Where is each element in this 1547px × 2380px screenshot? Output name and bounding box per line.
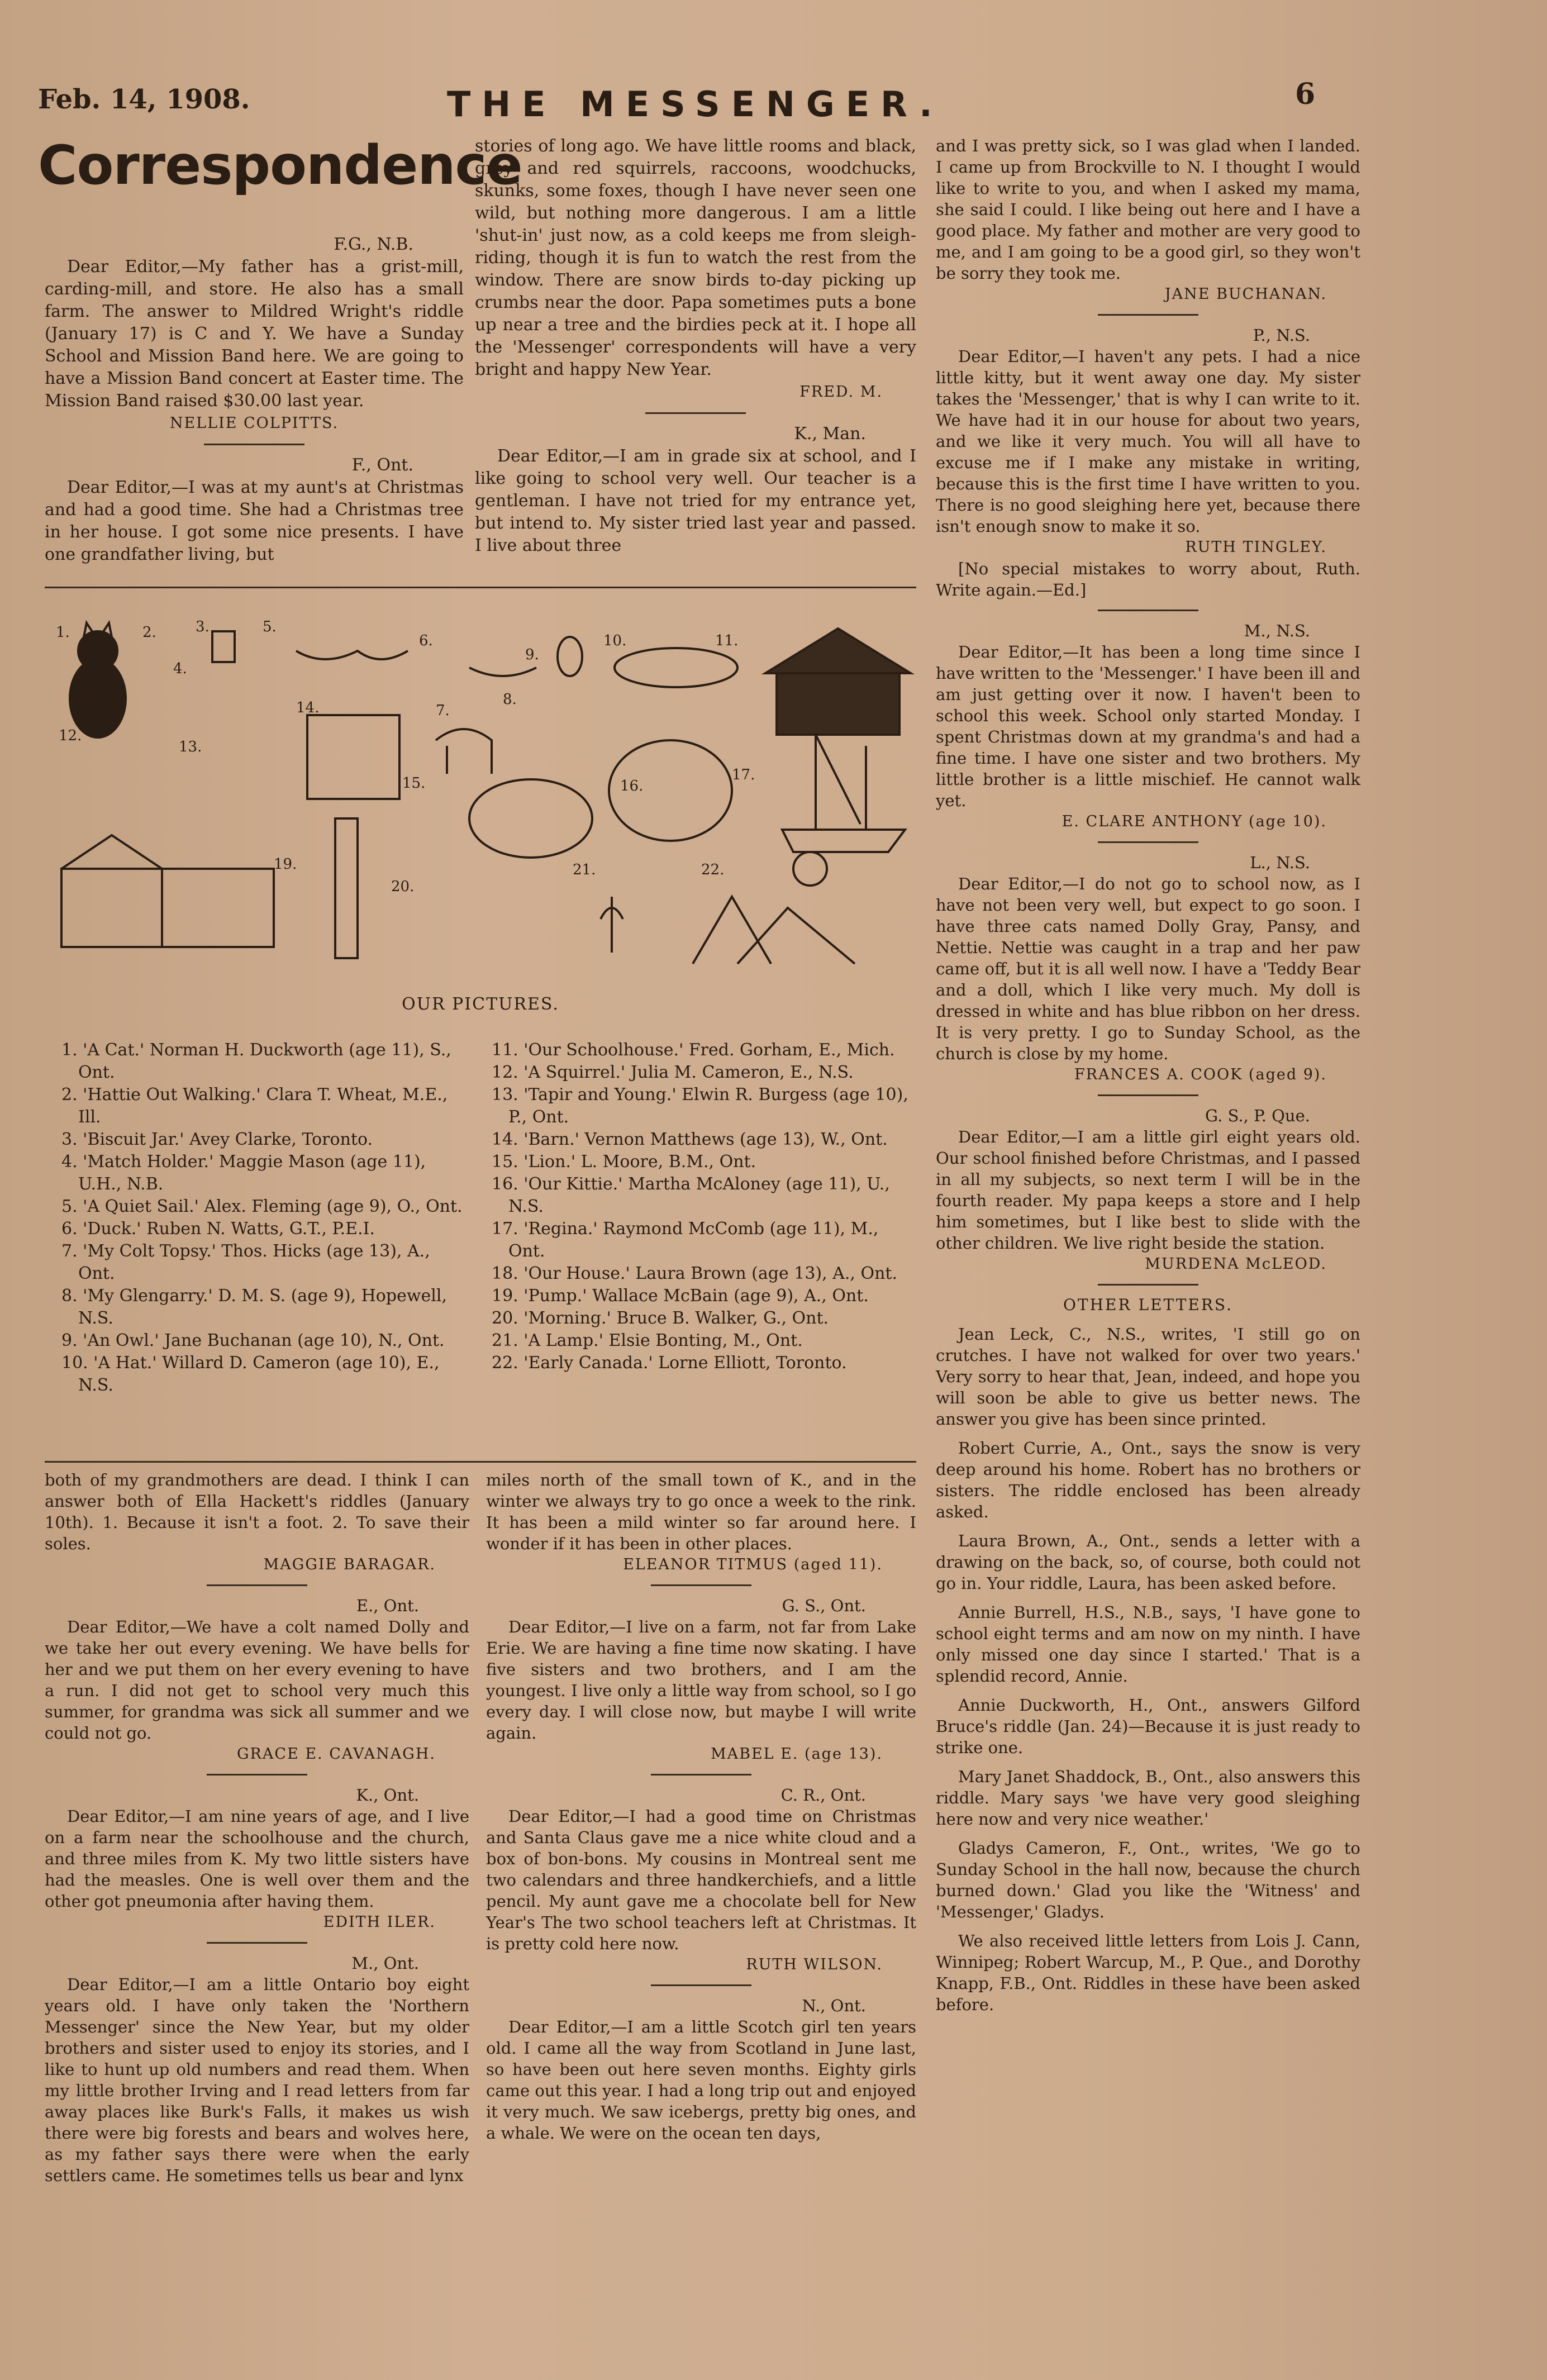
pictures-list-right: [492, 1039, 916, 1374]
other-letter: Gladys Cameron, F., Ont., writes, 'We go to Sunday School in the hall now, because the church burned down.' Glad you like the 'Witness' and 'Messenger,' Gladys.: [936, 1839, 1360, 1921]
picture-caption: 17. 'Regina.' Raymond McComb (age 11), M., Ont.: [492, 1219, 879, 1261]
other-letter: Mary Janet Shaddock, B., Ont., also answers this riddle. Mary says 'we have very good sleighing here now and very nice weather.': [936, 1767, 1360, 1829]
letter-body: Dear Editor,—I do not go to school now, as I have not been very well, but expect to go soon. I have three cats named Dolly Gray, Pansy, and Nettie. Nettie was caught in a trap and her paw came off, but it is all well now. I have a 'Teddy Bear and a doll, which I like very much. My doll is dressed in white and has blue ribbon on her dress. It is very pretty. I go to Sunday School, as the church is close by my home.: [936, 874, 1360, 1063]
letter-body: Dear Editor,—It has been a long time since I have written to the 'Messenger.' I have been ill and am just getting over it now. I haven't been to school this week. School only started Monday. I spent Christmas down at my grandma's and had a fine time. I have one sister and two brothers. My little brother is a little mischief. He cannot walk yet.: [936, 642, 1360, 810]
divider: [651, 1774, 751, 1776]
picture-caption: 6. 'Duck.' Ruben N. Watts, G.T., P.E.I.: [61, 1219, 375, 1239]
letter-location: K., Man.: [794, 424, 866, 444]
duck-drawing: [469, 668, 536, 676]
editor-note: [No special mistakes to worry about, Ruth. Write again.—Ed.]: [936, 559, 1360, 599]
picture-number: 16.: [620, 778, 644, 794]
letter-body: Dear Editor,—I am nine years of age, and I live on a farm near the schoolhouse and the church, and three miles from K. My two little sisters have had the measles. One is well over them and the other got pneumonia after having them.: [45, 1807, 469, 1911]
letter-body: stories of long ago. We have little rooms and black, grey and red squirrels, raccoons, woodchucks, skunks, some foxes, though I have never seen one wild, but nothing more dangerous. I am a little 'shut-in' just now, as a cold keeps me from sleigh-riding, though it is fun to watch the rest from the window. There are snow birds to-day picking up crumbs near the door. Papa sometimes puts a bone up near a tree and the birdies peck at it. I hope all the 'Messenger' correspondents will have a very bright and happy New Year.: [475, 136, 916, 379]
picture-caption: 8. 'My Glengarry.' D. M. S. (age 9), Hopewell, N.S.: [61, 1286, 447, 1328]
picture-caption: 19. 'Pump.' Wallace McBain (age 9), A., Ont.: [492, 1286, 869, 1306]
children-drawings-illustration: [45, 606, 922, 975]
picture-number: 22.: [701, 861, 725, 878]
divider: [651, 1984, 751, 1986]
picture-number: 13.: [179, 739, 202, 755]
letter-location: K., Ont.: [356, 1786, 419, 1805]
picture-number: 20.: [391, 878, 415, 895]
divider: [207, 1584, 307, 1586]
letter-location: L., N.S.: [1250, 853, 1310, 872]
colt-drawing: [436, 729, 492, 774]
letter-location: N., Ont.: [802, 1996, 866, 2015]
lion-drawing: [469, 779, 592, 858]
picture-number: 12.: [59, 727, 82, 744]
pictures-bottom-rule: [45, 1461, 916, 1463]
cat-drawing: [70, 623, 126, 737]
picture-caption: 1. 'A Cat.' Norman H. Duckworth (age 11), S., Ont.: [61, 1040, 451, 1082]
letter-signature: E. CLARE ANTHONY (age 10).: [1062, 813, 1327, 830]
other-letter: Robert Currie, A., Ont., says the snow is very deep around his home. Robert has no brothers or sisters. The riddle enclosed has been already asked.: [936, 1439, 1360, 1521]
page-number: 6: [1295, 77, 1316, 111]
picture-caption: 4. 'Match Holder.' Maggie Mason (age 11), U.H., N.B.: [61, 1152, 426, 1194]
picture-caption: 5. 'A Quiet Sail.' Alex. Fleming (age 9), O., Ont.: [61, 1197, 463, 1216]
divider: [1098, 841, 1198, 843]
letter-body: miles north of the small town of K., and in the winter we always try to go once a week to the rink. It has been a mild winter so far around here. I wonder if it has been in other places.: [486, 1470, 916, 1553]
letter-signature: GRACE E. CAVANAGH.: [236, 1745, 436, 1763]
letter-location: M., N.S.: [1244, 621, 1310, 640]
picture-number: 8.: [503, 691, 517, 708]
ducks-drawing: [296, 651, 408, 659]
lamp-drawing: [601, 897, 623, 953]
letter-body: Dear Editor,—I haven't any pets. I had a nice little kitty, but it went away one day. My sister takes the 'Messenger,' that is why I can write to it. We have had it in our house for about two years, and we like it very much. You will all have to excuse me if I make any mistake in writing, because this is the first time I have written to you. There is no good sleighing here yet, because there isn't enough snow to make it so.: [936, 347, 1360, 536]
picture-caption: 21. 'A Lamp.' Elsie Bonting, M., Ont.: [492, 1331, 803, 1350]
picture-caption: 15. 'Lion.' L. Moore, B.M., Ont.: [492, 1152, 756, 1172]
ship-drawing: [782, 735, 905, 852]
letter-body: Dear Editor,—I am a little Scotch girl ten years old. I came all the way from Scotland in June last, so have been out here seven months. Eighty girls came out this year. I had a long trip out and enjoyed it very much. We saw icebergs, pretty big ones, and a whale. We were on the ocean ten days,: [486, 2017, 916, 2143]
letter-location: P., N.S.: [1253, 326, 1310, 345]
divider: [207, 1942, 307, 1944]
section-title: Correspondence: [38, 134, 522, 197]
picture-caption: 14. 'Barn.' Vernon Matthews (age 13), W., Ont.: [492, 1130, 888, 1149]
picture-number: 15.: [402, 775, 426, 792]
letter-location: G. S., Ont.: [782, 1596, 866, 1615]
hat-drawing: [615, 648, 737, 687]
picture-number: 5.: [263, 618, 277, 635]
picture-caption: 22. 'Early Canada.' Lorne Elliott, Toronto.: [492, 1353, 847, 1373]
other-letter: Laura Brown, A., Ont., sends a letter with a drawing on the back, so, of course, both could not go in. Your riddle, Laura, has been asked before.: [936, 1531, 1360, 1593]
picture-caption: 18. 'Our House.' Laura Brown (age 13), A., Ont.: [492, 1264, 897, 1283]
picture-caption: 10. 'A Hat.' Willard D. Cameron (age 10), E., N.S.: [61, 1353, 440, 1395]
picture-caption: 20. 'Morning.' Bruce B. Walker, G., Ont.: [492, 1308, 829, 1328]
letter-signature: MABEL E. (age 13).: [710, 1745, 883, 1763]
drawings-svg: [45, 606, 922, 975]
picture-number: 14.: [296, 699, 320, 716]
sun-drawing: [793, 852, 827, 886]
divider: [204, 444, 304, 445]
letter-signature: RUTH TINGLEY.: [1185, 539, 1327, 556]
picture-caption: 3. 'Biscuit Jar.' Avey Clarke, Toronto.: [61, 1130, 373, 1149]
picture-caption: 7. 'My Colt Topsy.' Thos. Hicks (age 13), A., Ont.: [61, 1241, 430, 1283]
picture-number: 10.: [603, 632, 627, 649]
picture-number: 9.: [525, 646, 539, 663]
letter-signature: ELEANOR TITMUS (aged 11).: [623, 1556, 883, 1573]
picture-number: 2.: [142, 624, 156, 641]
column-1-top: [45, 229, 464, 566]
other-letter: Jean Leck, C., N.S., writes, 'I still go on crutches. I have not walked for over two years.' Very sorry to hear that, Jean, indeed, and hope you will soon be able to give us better news. The answer you give has been since printed.: [936, 1325, 1360, 1429]
column-1-bottom: [45, 1469, 469, 2186]
letter-signature: FRANCES A. COOK (aged 9).: [1074, 1066, 1327, 1083]
other-letter: Annie Burrell, H.S., N.B., says, 'I have gone to school eight terms and am now on my ninth. I have only missed one day since I started.' That is a splendid record, Annie.: [936, 1603, 1360, 1686]
letter-body: Dear Editor,—We have a colt named Dolly and we take her out every evening. We have bells for her and we put them on her every evening to have a run. I did not get to school very much this summer, for grandma was sick all summer and we could not go.: [45, 1617, 469, 1743]
picture-number: 19.: [274, 856, 297, 873]
letter-signature: FRED. M.: [799, 383, 883, 401]
divider: [207, 1774, 307, 1776]
schoolhouse-drawing: [765, 629, 911, 735]
letter-signature: NELLIE COLPITTS.: [169, 415, 339, 432]
divider: [1098, 314, 1198, 316]
letter-body: Dear Editor,—My father has a grist-mill, carding-mill, and store. He also has a small farm. The answer to Mildred Wright's riddle (January 17) is C and Y. We have a Sunday School and Mission Band here. We are going to have a Mission Band concert at Easter time. The Mission Band raised $30.00 last year.: [45, 257, 464, 411]
picture-number: 7.: [436, 702, 450, 719]
letter-signature: EDITH ILER.: [323, 1913, 436, 1931]
picture-caption: 9. 'An Owl.' Jane Buchanan (age 10), N., Ont.: [61, 1331, 445, 1350]
biscuit-jar-drawing: [212, 631, 235, 662]
picture-caption: 12. 'A Squirrel.' Julia M. Cameron, E., N.S.: [492, 1063, 854, 1082]
divider: [1098, 1094, 1198, 1096]
barn-drawing: [307, 715, 399, 799]
picture-caption: 2. 'Hattie Out Walking.' Clara T. Wheat, M.E., Ill.: [61, 1085, 448, 1127]
pictures-list-left: [61, 1039, 469, 1397]
letter-location: M., Ont.: [351, 1954, 419, 1973]
column-2-top: [475, 135, 916, 557]
picture-number: 4.: [173, 660, 187, 677]
other-letter: Annie Duckworth, H., Ont., answers Gilford Bruce's riddle (Jan. 24)—Because it is just ready to strike one.: [936, 1696, 1360, 1757]
picture-caption: 13. 'Tapir and Young.' Elwin R. Burgess (age 10), P., Ont.: [492, 1085, 908, 1127]
letter-signature: MURDENA McLEOD.: [1145, 1255, 1327, 1273]
divider: [645, 412, 746, 414]
letter-body: Dear Editor,—I am a little Ontario boy eight years old. I have only taken the 'Northern Messenger' since the New Year, but my older brothers and sister used to enjoy its stories, and I like to hunt up old numbers and read them. When my little brother Irving and I read letters from far away places like Burk's Falls, it makes us wish there were big forests and bears and wolves here, as my father says there were when the early settlers came. He sometimes tells us bear and lynx: [45, 1975, 469, 2185]
other-letters-title: OTHER LETTERS.: [1063, 1296, 1233, 1314]
picture-number: 17.: [732, 767, 755, 783]
letter-body: both of my grandmothers are dead. I think I can answer both of Ella Hackett's riddles (January 10th). 1. Because it isn't a foot. 2. To save their soles.: [45, 1470, 469, 1553]
letter-signature: RUTH WILSON.: [746, 1956, 883, 1973]
picture-number: 6.: [419, 632, 433, 649]
letter-body: Dear Editor,—I was at my aunt's at Christmas and had a good time. She had a Christmas tree in her house. I got some nice presents. I have one grandfather living, but: [45, 478, 464, 564]
letter-location: C. R., Ont.: [780, 1786, 866, 1805]
column-3: [936, 135, 1360, 2015]
picture-number: 1.: [56, 624, 70, 641]
other-letter: We also received little letters from Lois J. Cann, Winnipeg; Robert Warcup, M., P. Que., and Dorothy Knapp, F.B., Ont. Riddles in these have been asked before.: [936, 1931, 1360, 2014]
letter-signature: MAGGIE BARAGAR.: [263, 1556, 436, 1573]
letter-body: Dear Editor,—I had a good time on Christmas and Santa Claus gave me a nice white cloud and a box of bon-bons. My cousins in Montreal sent me two calendars and three handkerchiefs, and a little pencil. My aunt gave me a chocolate bell for New Year's The two school teachers left at Christmas. It is pretty cold here now.: [486, 1807, 916, 1953]
house-drawing: [61, 835, 274, 947]
newspaper-title: THE MESSENGER.: [447, 84, 944, 125]
picture-number: 21.: [573, 861, 596, 878]
letter-body: Dear Editor,—I am a little girl eight years old. Our school finished before Christmas, and I passed in all my subjects, so next term I will be in the fourth reader. My papa keeps a store and I help him sometimes, but I like best to slide with the other children. We live right beside the station.: [936, 1127, 1360, 1253]
pump-drawing: [335, 818, 358, 958]
picture-number: 11.: [715, 632, 739, 649]
letter-signature: JANE BUCHANAN.: [1164, 285, 1327, 303]
column-2-bottom: [486, 1469, 916, 2144]
divider: [1098, 1284, 1198, 1286]
picture-number: 3.: [196, 618, 210, 635]
letter-location: E., Ont.: [356, 1596, 419, 1615]
pictures-top-rule: [45, 587, 916, 588]
letter-body: Dear Editor,—I am in grade six at school, and I like going to school very well. Our teacher is a gentleman. I have not tried for my entrance yet, but intend to. My sister tried last year and passed. I live about three: [475, 446, 916, 555]
letter-body: and I was pretty sick, so I was glad when I landed. I came up from Brockville to N. I thought I would like to write to you, and when I asked my mama, she said I could. I like being out here and I have a good place. My father and mother are very good to me, and I am going to be a good girl, so they won't be sorry they took me.: [936, 136, 1360, 283]
letter-location: F., Ont.: [351, 455, 413, 475]
issue-date: Feb. 14, 1908.: [38, 84, 250, 115]
pictures-title: OUR PICTURES.: [402, 994, 559, 1014]
divider: [651, 1584, 751, 1586]
picture-caption: 11. 'Our Schoolhouse.' Fred. Gorham, E., Mich.: [492, 1040, 895, 1060]
letter-location: G. S., P. Que.: [1205, 1106, 1310, 1125]
divider: [1098, 610, 1198, 611]
early-canada-drawing: [693, 897, 855, 964]
picture-caption: 16. 'Our Kittie.' Martha McAloney (age 11), U., N.S.: [492, 1174, 890, 1216]
letter-body: Dear Editor,—I live on a farm, not far from Lake Erie. We are having a fine time now skating. I have five sisters and two brothers, and I am the youngest. I live only a little way from school, so I go every day. I will close now, but maybe I will write again.: [486, 1617, 916, 1743]
letter-location: F.G., N.B.: [334, 235, 413, 254]
owl-drawing: [558, 637, 582, 676]
